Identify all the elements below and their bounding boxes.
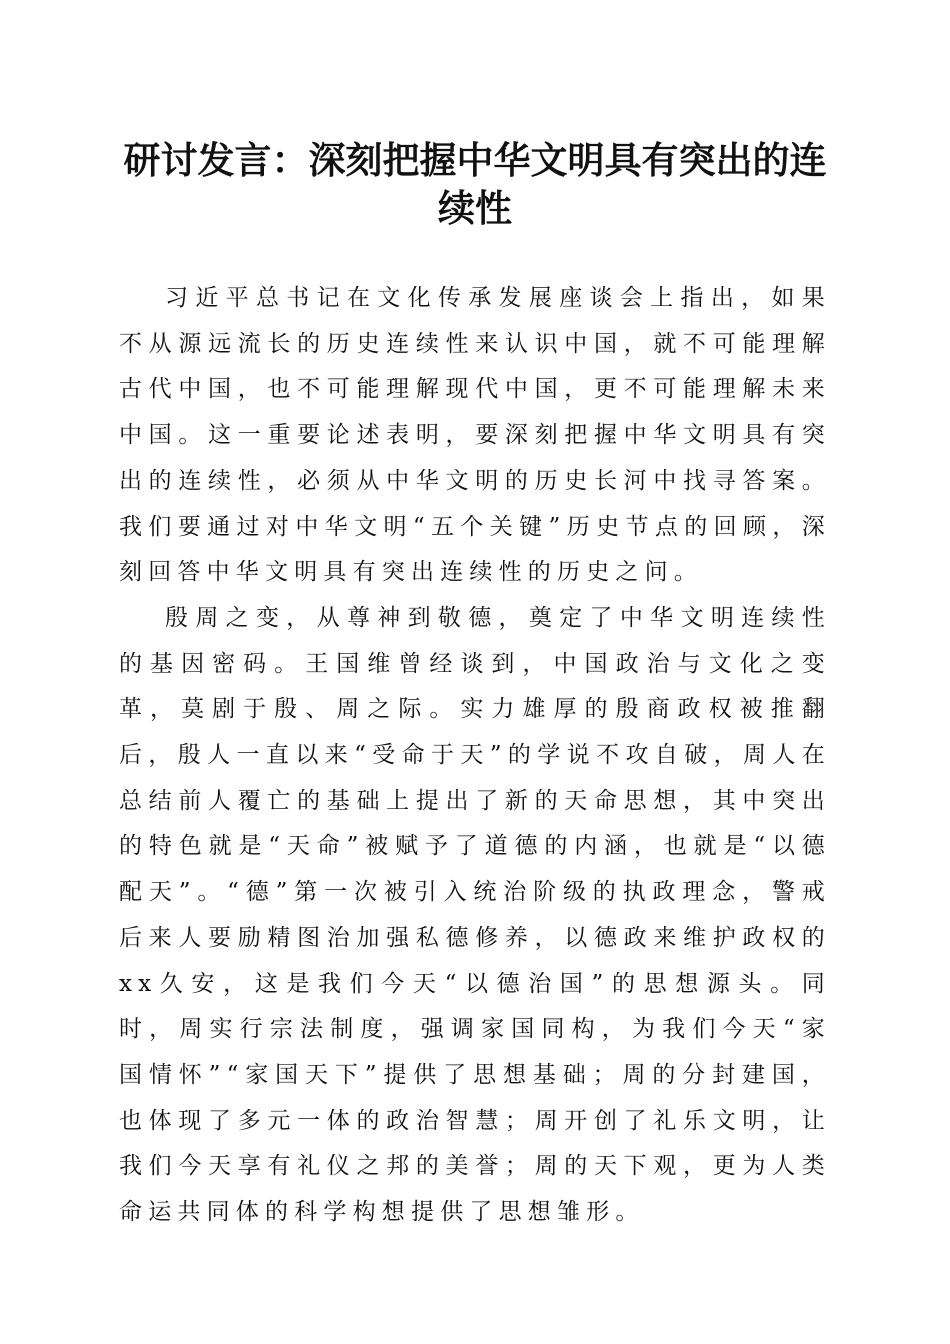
document-body: [119, 276, 831, 1236]
document-title: 研讨发言：深刻把握中华文明具有突出的连续性: [123, 138, 827, 230]
paragraph: 殷周之变，从尊神到敬德，奠定了中华文明连续性的基因密码。王国维曾经谈到，中国政治与文化之变革，莫剧于殷、周之际。实力雄厚的殷商政权被推翻后，殷人一直以来“受命于天”的学说不攻自破，周人在总结前人覆亡的基础上提出了新的天命思想，其中突出的特色就是“天命”被赋予了道德的内涵，也就是“以德配天”。“德”第一次被引入统治阶级的执政理念，警戒后来人要励精图治加强私德修养，以德政来维护政权的xx久安，这是我们今天“以德治国”的思想源头。同时，周实行宗法制度，强调家国同构，为我们今天“家国情怀”“家国天下”提供了思想基础；周的分封建国，也体现了多元一体的政治智慧；周开创了礼乐文明，让我们今天享有礼仪之邦的美誉；周的天下观，更为人类命运共同体的科学构想提供了思想雏形。: [119, 604, 831, 1226]
paragraph: 习近平总书记在文化传承发展座谈会上指出，如果不从源远流长的历史连续性来认识中国，就不可能理解古代中国，也不可能理解现代中国，更不可能理解未来中国。这一重要论述表明，要深刻把握中华文明具有突出的连续性，必须从中华文明的历史长河中找寻答案。我们要通过对中华文明“五个关键”历史节点的回顾，深刻回答中华文明具有突出连续性的历史之问。: [119, 285, 831, 586]
